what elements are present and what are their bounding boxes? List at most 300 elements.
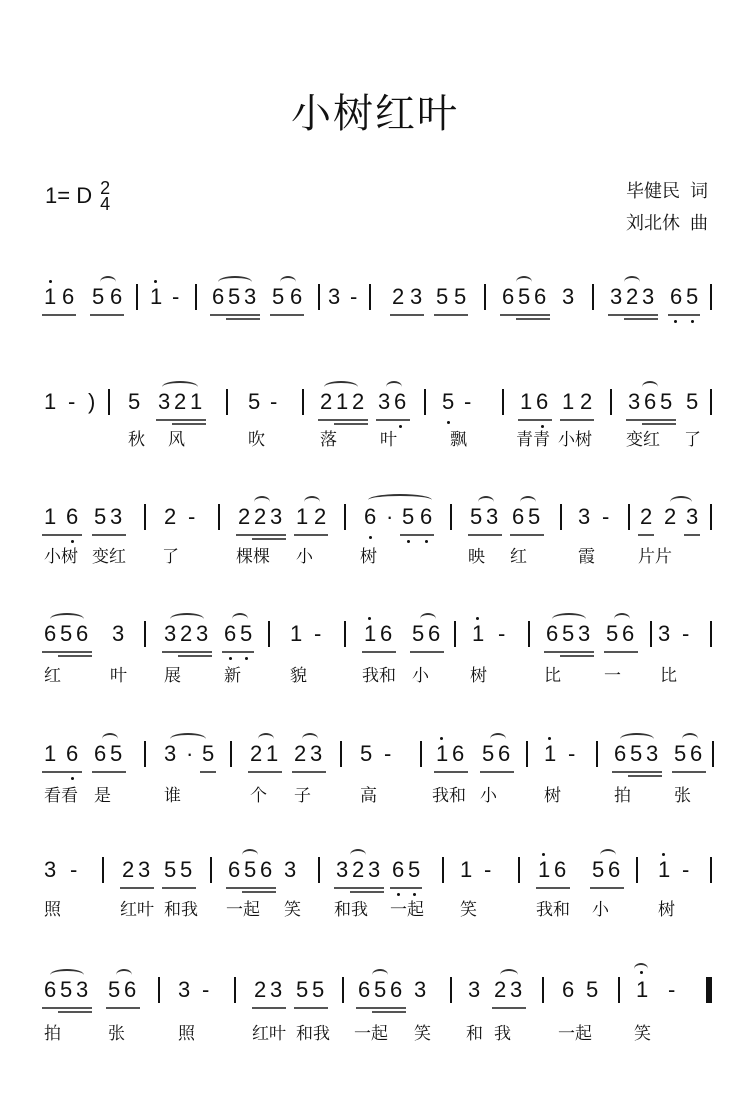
underline <box>242 891 276 893</box>
composer-name: 刘北休 <box>626 213 680 234</box>
underline <box>638 534 654 536</box>
note: 5 <box>228 284 241 309</box>
note: - <box>350 284 358 309</box>
slur <box>516 276 532 288</box>
underline <box>356 1007 406 1009</box>
barline <box>592 284 594 310</box>
underline <box>294 534 328 536</box>
note: - <box>188 504 196 529</box>
note: 6 <box>622 621 635 646</box>
barline <box>610 389 612 415</box>
note: 5 <box>630 741 643 766</box>
note: 1 <box>190 389 203 414</box>
lyric: 映 <box>468 547 485 567</box>
note: · <box>386 504 394 529</box>
note: - <box>682 857 690 882</box>
note: - <box>568 741 576 766</box>
note: 2 <box>164 504 177 529</box>
barline <box>560 504 562 530</box>
note: 2 <box>352 857 365 882</box>
note: 5 <box>686 389 699 414</box>
underline <box>608 314 658 316</box>
underline <box>668 314 700 316</box>
underline <box>626 419 676 421</box>
barline <box>636 857 638 883</box>
note: 3 <box>642 284 655 309</box>
score-line-3 <box>40 490 720 570</box>
note: 6 <box>76 621 89 646</box>
underline <box>390 887 422 889</box>
note: 3 <box>76 977 89 1002</box>
underline <box>350 891 384 893</box>
note: 3 <box>628 389 641 414</box>
note: 3 <box>658 621 671 646</box>
note: - <box>668 977 676 1002</box>
slur <box>324 381 358 393</box>
low-octave-dot <box>447 421 450 424</box>
underline <box>252 1007 286 1009</box>
slur <box>350 849 366 861</box>
note: 1 <box>336 389 349 414</box>
note: 3 <box>164 621 177 646</box>
note: 2 <box>174 389 187 414</box>
barline <box>144 741 146 767</box>
lyricist-role: 词 <box>690 181 708 202</box>
underline <box>492 1007 526 1009</box>
note: - <box>602 504 610 529</box>
underline <box>270 314 304 316</box>
note: - <box>314 621 322 646</box>
barline <box>344 621 346 647</box>
note: 3 <box>158 389 171 414</box>
underline <box>560 419 594 421</box>
underline <box>42 314 76 316</box>
lyric: 红 <box>510 547 527 567</box>
underline <box>156 419 206 421</box>
note: 5 <box>606 621 619 646</box>
barline <box>302 389 304 415</box>
underline <box>162 887 196 889</box>
barline <box>318 857 320 883</box>
lyric: 棵棵 <box>236 547 270 567</box>
low-octave-dot <box>369 536 372 539</box>
note: 3 <box>562 284 575 309</box>
note: 6 <box>690 741 703 766</box>
barline <box>450 977 452 1003</box>
barline <box>420 741 422 767</box>
underline <box>178 655 212 657</box>
lyric: 笑 <box>284 900 301 920</box>
underline <box>292 771 326 773</box>
key-signature <box>45 180 110 212</box>
slur <box>170 733 206 745</box>
slur <box>600 849 616 861</box>
note: 5 <box>586 977 599 1002</box>
slur <box>620 733 654 745</box>
note: 3 <box>310 741 323 766</box>
lyric: 落 <box>320 430 337 450</box>
note: 3 <box>578 621 591 646</box>
lyric: 了 <box>162 547 179 567</box>
lyric: 比 <box>660 666 677 686</box>
note: 5 <box>108 977 121 1002</box>
underline <box>236 534 286 536</box>
lyric: 谁 <box>164 786 181 806</box>
lyric: 片片 <box>638 547 672 567</box>
slur <box>162 381 198 393</box>
lyric: 笑 <box>634 1024 651 1044</box>
underline <box>248 771 282 773</box>
note: 3 <box>164 741 177 766</box>
note: 5 <box>360 741 373 766</box>
lyric: 张 <box>674 786 691 806</box>
barline <box>369 284 371 310</box>
underline <box>294 1007 328 1009</box>
note: - <box>68 389 76 414</box>
lyric: 子 <box>294 786 311 806</box>
underline <box>42 1007 92 1009</box>
lyric: 比 <box>544 666 561 686</box>
underline <box>468 534 502 536</box>
barline <box>136 284 138 310</box>
final-barline <box>706 977 712 1003</box>
note: 6 <box>380 621 393 646</box>
underline <box>390 314 424 316</box>
underline <box>672 771 706 773</box>
note: 3 <box>196 621 209 646</box>
note: 2 <box>640 504 653 529</box>
lyric: 飘 <box>450 430 467 450</box>
lyric: 红叶 <box>252 1024 286 1044</box>
lyric: 树 <box>544 786 561 806</box>
slur <box>682 733 698 745</box>
note: 1 <box>266 741 279 766</box>
slur <box>642 381 658 393</box>
underline <box>410 651 444 653</box>
underline <box>518 419 552 421</box>
notes-row <box>40 490 720 538</box>
note: 2 <box>180 621 193 646</box>
note: 3 <box>110 504 123 529</box>
note: 1 <box>472 621 485 646</box>
lyric: 树 <box>470 666 487 686</box>
underline <box>434 314 468 316</box>
note: 5 <box>180 857 193 882</box>
note: 3 <box>468 977 481 1002</box>
note: 3 <box>510 977 523 1002</box>
lyric: 拍 <box>614 786 631 806</box>
tie <box>368 494 432 506</box>
note: 3 <box>646 741 659 766</box>
lyric: 我 <box>494 1024 511 1044</box>
note: 5 <box>374 977 387 1002</box>
note: 2 <box>294 741 307 766</box>
underline <box>162 651 212 653</box>
note: 5 <box>272 284 285 309</box>
note: 5 <box>518 284 531 309</box>
slur <box>490 733 506 745</box>
barline <box>424 389 426 415</box>
note: 6 <box>290 284 303 309</box>
note: 3 <box>270 977 283 1002</box>
lyric: 是 <box>94 786 111 806</box>
note: 5 <box>248 389 261 414</box>
note: 1 <box>538 857 551 882</box>
lyric: 貌 <box>290 666 307 686</box>
barline <box>226 389 228 415</box>
lyric: 和我 <box>296 1024 330 1044</box>
underline <box>372 1011 406 1013</box>
note: 1 <box>44 389 57 414</box>
score-line-2 <box>40 375 720 455</box>
notes-row <box>40 963 720 1011</box>
note: - <box>384 741 392 766</box>
note: 6 <box>428 621 441 646</box>
lyric: 一 <box>604 666 621 686</box>
underline <box>684 534 700 536</box>
note: 5 <box>674 741 687 766</box>
lyric: 霞 <box>578 547 595 567</box>
note: 3 <box>368 857 381 882</box>
lyric: 一起 <box>354 1024 388 1044</box>
lyrics-row <box>40 895 720 919</box>
note: 3 <box>410 284 423 309</box>
underline <box>92 534 126 536</box>
barline <box>596 741 598 767</box>
note: 1 <box>290 621 303 646</box>
underline <box>516 318 550 320</box>
note: 5 <box>240 621 253 646</box>
underline <box>318 419 368 421</box>
barline <box>268 621 270 647</box>
note: 6 <box>394 389 407 414</box>
barline <box>108 389 110 415</box>
lyric: 叶 <box>110 666 127 686</box>
lyric: 我和 <box>536 900 570 920</box>
note: 6 <box>562 977 575 1002</box>
lyric: 展 <box>164 666 181 686</box>
lyric: 叶 <box>380 430 397 450</box>
note: 5 <box>94 504 107 529</box>
underline <box>376 419 410 421</box>
underline <box>58 1011 92 1013</box>
lyricist-name: 毕健民 <box>626 181 680 202</box>
barline <box>710 504 712 530</box>
lyric: 吹 <box>248 430 265 450</box>
lyric: 小 <box>296 547 313 567</box>
lyric: 和我 <box>164 900 198 920</box>
note: 2 <box>392 284 405 309</box>
barline <box>218 504 220 530</box>
underline <box>226 318 260 320</box>
note: - <box>172 284 180 309</box>
note: 2 <box>320 389 333 414</box>
high-octave-dot <box>440 737 443 740</box>
lyric: 我和 <box>432 786 466 806</box>
note: 5 <box>92 284 105 309</box>
lyric: 高 <box>360 786 377 806</box>
note: 6 <box>44 977 57 1002</box>
note: 1 <box>364 621 377 646</box>
note: - <box>202 977 210 1002</box>
underline <box>362 651 396 653</box>
slur <box>614 613 630 625</box>
underline <box>544 651 594 653</box>
note: 1 <box>636 977 649 1002</box>
note: 3 <box>686 504 699 529</box>
note: 1 <box>520 389 533 414</box>
lyric: 树 <box>360 547 377 567</box>
underline <box>90 314 124 316</box>
underline <box>560 655 594 657</box>
note: 5 <box>660 389 673 414</box>
slur <box>500 969 518 981</box>
lyrics-row <box>40 542 720 566</box>
credits <box>616 176 708 240</box>
barline <box>442 857 444 883</box>
barline <box>195 284 197 310</box>
slur <box>420 613 436 625</box>
notes-row <box>40 727 720 775</box>
lyric: 了 <box>684 430 701 450</box>
lyric: 变红 <box>626 430 660 450</box>
note: - <box>682 621 690 646</box>
barline <box>484 284 486 310</box>
note: · <box>186 741 194 766</box>
underline <box>590 887 624 889</box>
lyric: 小 <box>592 900 609 920</box>
underline <box>106 1007 140 1009</box>
barline <box>230 741 232 767</box>
slur <box>624 276 640 288</box>
underline <box>92 771 126 773</box>
note: - <box>464 389 472 414</box>
note: 6 <box>94 741 107 766</box>
low-octave-dot <box>674 320 677 323</box>
underline <box>226 887 276 889</box>
notes-row <box>40 375 720 423</box>
note: 1 <box>544 741 557 766</box>
lyric: 一起 <box>558 1024 592 1044</box>
slur <box>552 613 586 625</box>
note: 6 <box>498 741 511 766</box>
note: 5 <box>482 741 495 766</box>
slur <box>102 733 118 745</box>
barline <box>712 741 714 767</box>
barline <box>344 504 346 530</box>
note: 3 <box>486 504 499 529</box>
note: 5 <box>164 857 177 882</box>
time-signature: 2 4 <box>100 178 111 214</box>
score-line-6 <box>40 843 720 923</box>
note: 2 <box>254 504 267 529</box>
note: 6 <box>608 857 621 882</box>
lyric: 秋 <box>128 430 145 450</box>
note: 3 <box>284 857 297 882</box>
note: 3 <box>178 977 191 1002</box>
lyricist-credit <box>616 176 708 208</box>
score-line-5 <box>40 727 720 807</box>
note: 1 <box>562 389 575 414</box>
note: 5 <box>562 621 575 646</box>
barline <box>528 621 530 647</box>
note: 6 <box>546 621 559 646</box>
note: ) <box>88 389 96 414</box>
underline <box>42 651 92 653</box>
slur <box>386 381 402 393</box>
note: 6 <box>392 857 405 882</box>
high-octave-dot <box>154 280 157 283</box>
score-line-4 <box>40 607 720 687</box>
barline <box>526 741 528 767</box>
note: 6 <box>502 284 515 309</box>
lyric: 一起 <box>390 900 424 920</box>
barline <box>518 857 520 883</box>
high-octave-dot <box>49 280 52 283</box>
notes-row <box>40 270 720 318</box>
note: 5 <box>470 504 483 529</box>
lyric: 红 <box>44 666 61 686</box>
low-octave-dot <box>691 320 694 323</box>
note: 5 <box>412 621 425 646</box>
slur <box>478 496 494 508</box>
slur <box>302 733 318 745</box>
note: 5 <box>442 389 455 414</box>
lyric: 看看 <box>44 786 78 806</box>
song-title: 小树红叶 <box>291 91 459 137</box>
lyric: 小 <box>412 666 429 686</box>
note: 6 <box>364 504 377 529</box>
slur <box>50 969 84 981</box>
barline <box>710 389 712 415</box>
barline <box>454 621 456 647</box>
note: - <box>498 621 506 646</box>
high-octave-dot <box>542 853 545 856</box>
note: 2 <box>254 977 267 1002</box>
lyric: 和我 <box>334 900 368 920</box>
barline <box>144 621 146 647</box>
underline <box>200 771 216 773</box>
note: 5 <box>296 977 309 1002</box>
note: 2 <box>122 857 135 882</box>
slur <box>280 276 296 288</box>
note: 6 <box>614 741 627 766</box>
note: 5 <box>244 857 257 882</box>
slur <box>242 849 258 861</box>
note: 3 <box>378 389 391 414</box>
lyric: 张 <box>108 1024 125 1044</box>
note: 5 <box>454 284 467 309</box>
note: 2 <box>238 504 251 529</box>
note: - <box>70 857 78 882</box>
note: 6 <box>124 977 137 1002</box>
note: 6 <box>66 504 79 529</box>
note: 2 <box>626 284 639 309</box>
note: 6 <box>228 857 241 882</box>
high-octave-dot <box>548 737 551 740</box>
high-octave-dot <box>662 853 665 856</box>
underline <box>42 771 82 773</box>
lyric: 红叶 <box>120 900 154 920</box>
lyric: 笑 <box>414 1024 431 1044</box>
note: 1 <box>460 857 473 882</box>
note: 6 <box>420 504 433 529</box>
note: 6 <box>536 389 549 414</box>
note: 1 <box>296 504 309 529</box>
note: 3 <box>112 621 125 646</box>
slur <box>372 969 388 981</box>
barline <box>340 741 342 767</box>
